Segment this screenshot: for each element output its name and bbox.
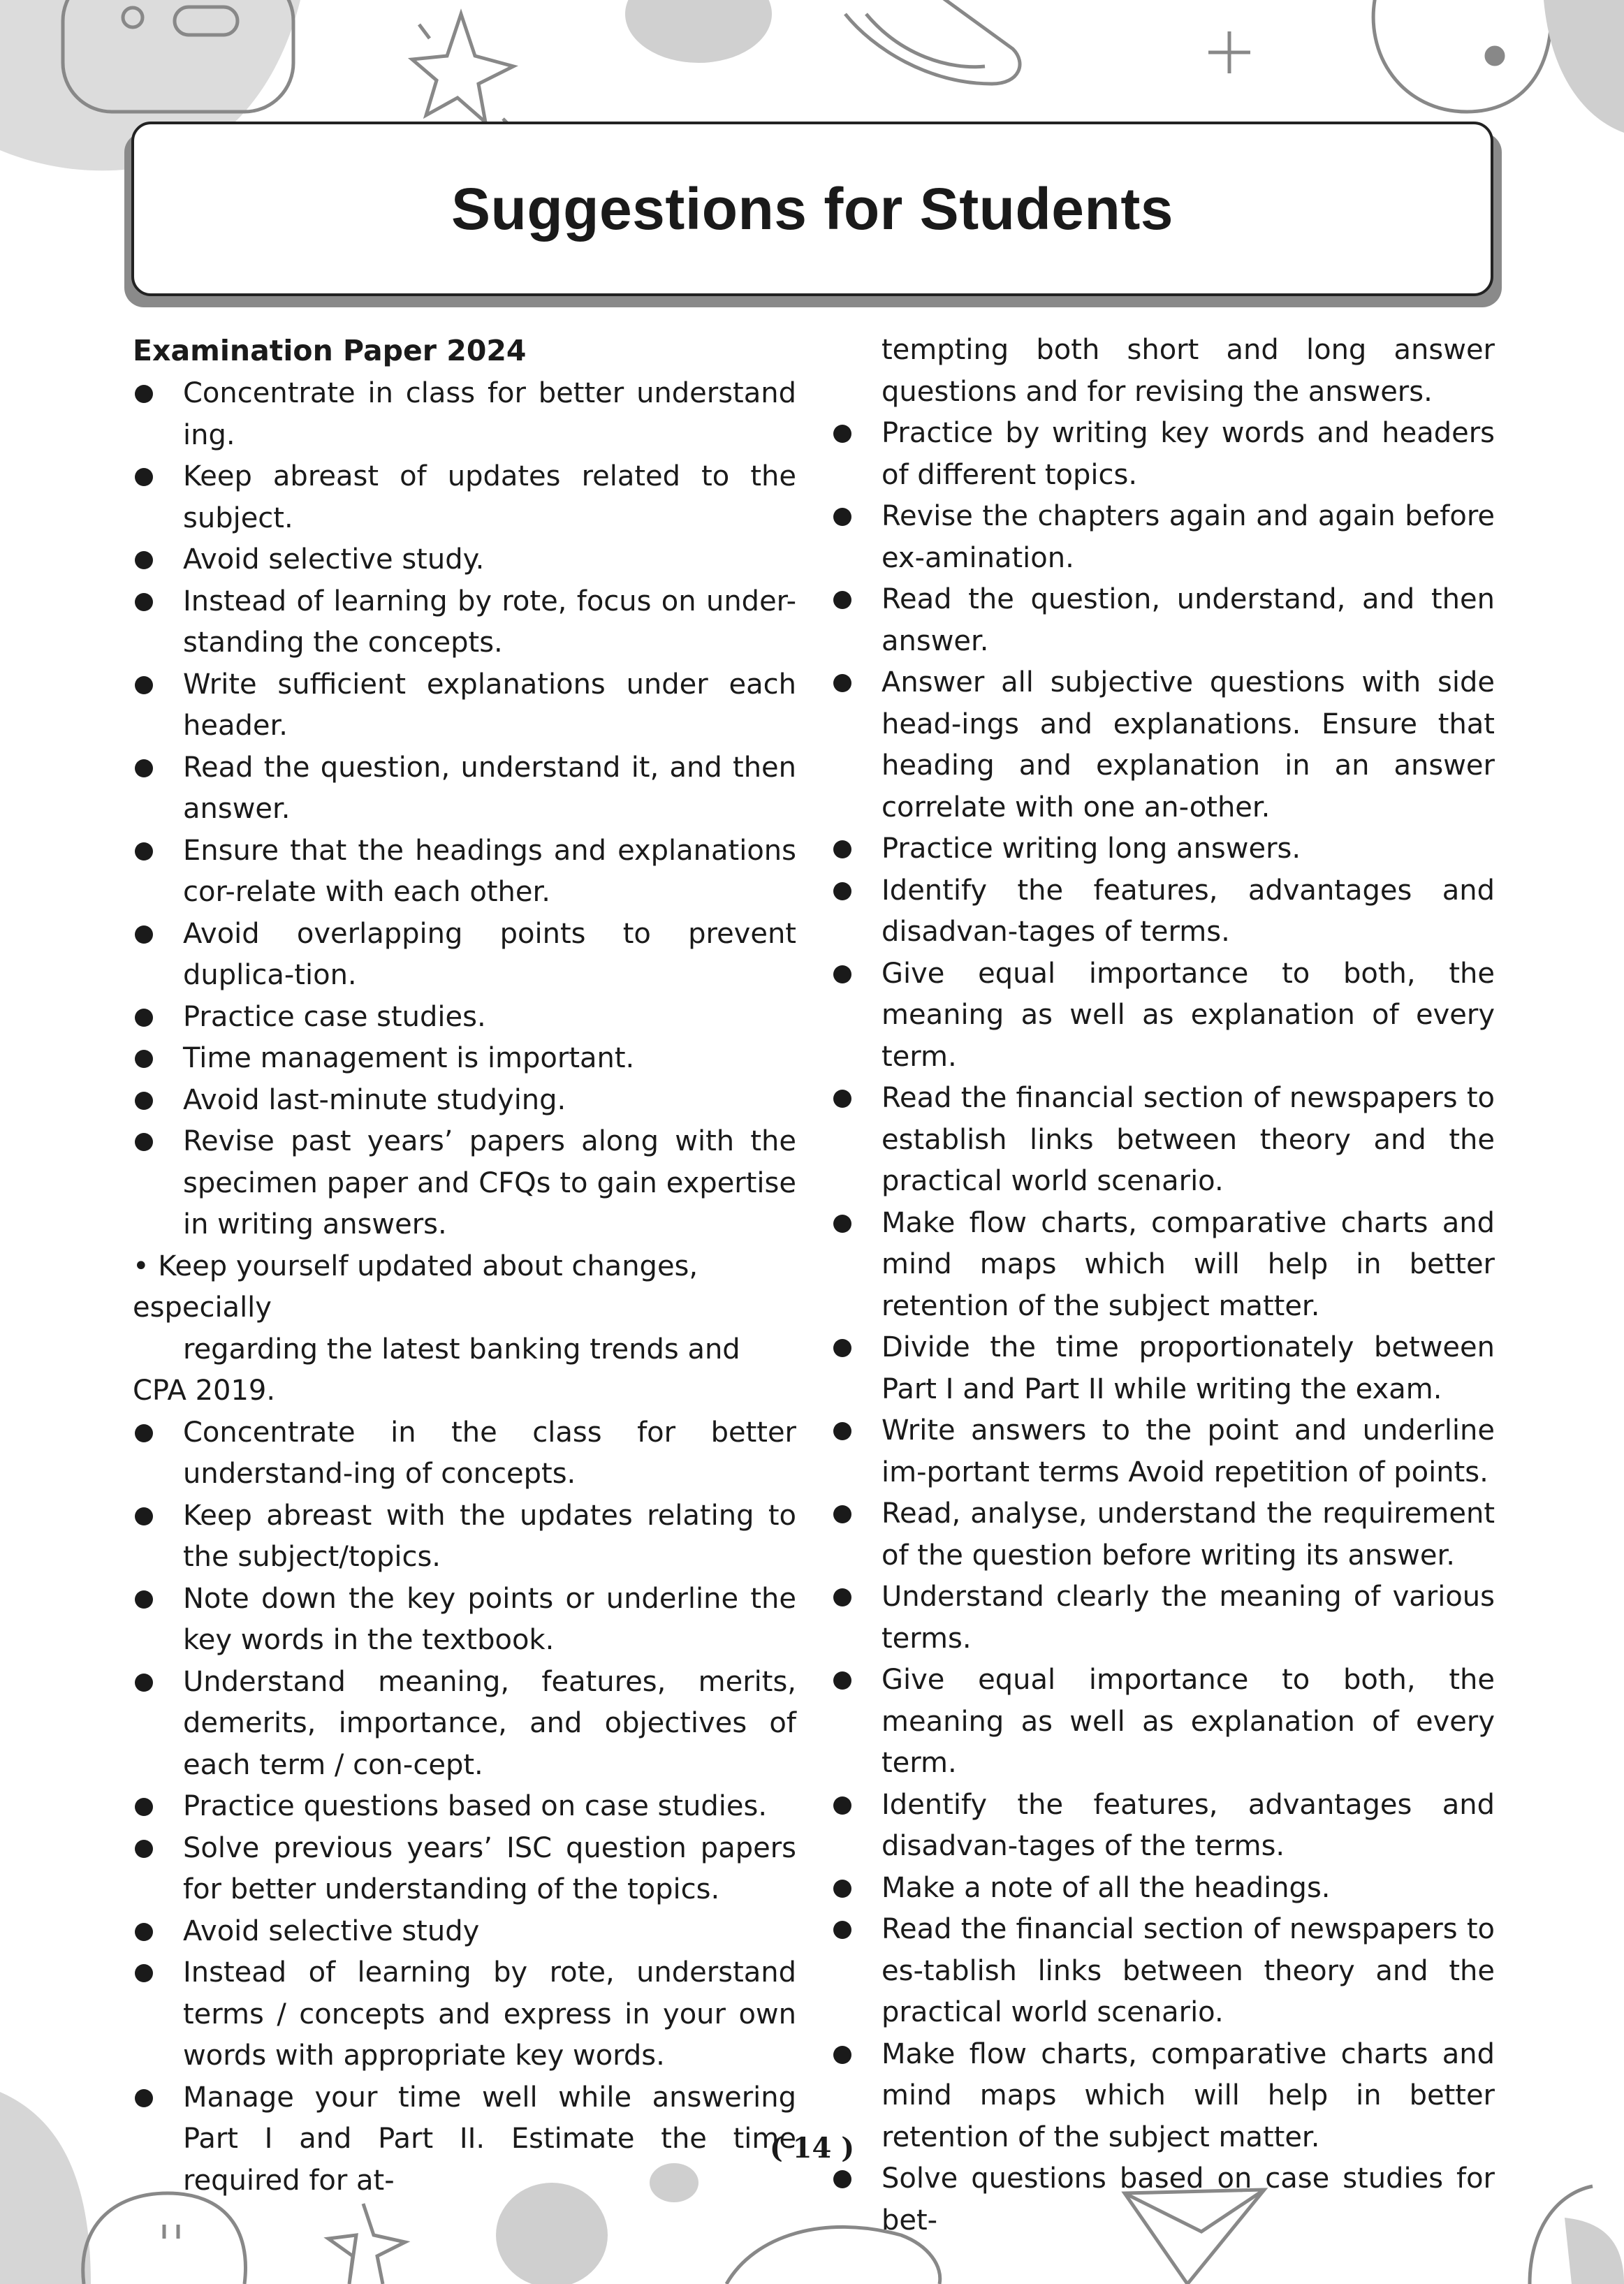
list-item: Practice questions based on case studies. [133, 1786, 796, 1828]
bullet-icon [135, 2089, 153, 2107]
left-column [133, 330, 796, 2202]
list-item: Note down the key points or underline the key words in the textbook. [133, 1579, 796, 1662]
bullet-icon [833, 2170, 851, 2188]
bullet-icon [135, 676, 153, 694]
top-right-blob [1544, 0, 1624, 133]
bottom-left-blob [0, 2092, 91, 2284]
bullet-icon [135, 385, 153, 403]
bullet-icon [135, 1009, 153, 1027]
bottom-right-robot-doodle [1530, 2186, 1593, 2284]
list-item: Revise past years’ papers along with the specimen paper and CFQs to gain expertise in writing answers. [133, 1121, 796, 1246]
bullet-icon [833, 1215, 851, 1233]
list-item: Practice writing long answers. [831, 828, 1495, 870]
list-item: Avoid last-minute studying. [133, 1080, 796, 1122]
list-item: Give equal importance to both, the meaning as well as explanation of every term. [831, 953, 1495, 1078]
bullet-icon [135, 551, 153, 569]
cpa-label: CPA 2019. [133, 1375, 276, 1407]
bullet-icon [135, 1798, 153, 1816]
small-bullet-continuation: regarding the latest banking trends and [183, 1333, 740, 1366]
bullet-icon [833, 1796, 851, 1815]
bullet-icon [135, 1050, 153, 1068]
bullet-icon [833, 1422, 851, 1440]
list-item: Solve previous years’ ISC question papers for better understanding of the topics. [133, 1828, 796, 1911]
list-item: Avoid selective study [133, 1911, 796, 1953]
bullet-icon [833, 591, 851, 609]
top-center-blob [625, 0, 772, 63]
bullet-icon [833, 2046, 851, 2064]
bullet-icon [833, 882, 851, 900]
list-item: Divide the time proportionately between Part I and Part II while writing the exam. [831, 1327, 1495, 1410]
bullet-icon [135, 925, 153, 944]
bottom-star-doodle [328, 2204, 405, 2284]
bullet-icon [135, 1507, 153, 1525]
list-item: Read the financial section of newspapers to es-tablish links between theory and the practical world scenario. [831, 1909, 1495, 2034]
bullet-icon [833, 1921, 851, 1939]
list-item: Concentrate in class for better understand ing. [133, 373, 796, 456]
list-item: Keep abreast with the updates relating to the subject/topics. [133, 1495, 796, 1579]
bullet-icon [135, 1840, 153, 1858]
page-number: ( 14 ) [769, 2132, 855, 2165]
continued-text: tempting both short and long answer questions and for revising the answers. [882, 334, 1495, 408]
title-box [131, 122, 1493, 296]
top-book-doodle [845, 0, 1020, 84]
list-item: Instead of learning by rote, focus on under-standing the concepts. [133, 581, 796, 664]
bullet-icon [135, 468, 153, 486]
page-title: Suggestions for Students [451, 175, 1174, 242]
small-bullet-line: • Keep yourself updated about changes, especially [133, 1250, 698, 1324]
bullet-icon [833, 1339, 851, 1357]
section-heading: Examination Paper 2024 [133, 334, 527, 367]
bottom-right-blob [1565, 2218, 1624, 2284]
list-item: Make a note of all the headings. [831, 1868, 1495, 1910]
list-item: Identify the features, advantages and disadvan-tages of terms. [831, 870, 1495, 953]
bullet-icon [833, 508, 851, 526]
bullet-icon [135, 1590, 153, 1609]
top-left-robot-doodle [63, 0, 293, 112]
list-item: Revise the chapters again and again before ex-amination. [831, 496, 1495, 579]
star-doodle [412, 14, 513, 129]
list-item: Make flow charts, comparative charts and mind maps which will help in better retention of the subject matter. [831, 2034, 1495, 2159]
list-item: Concentrate in the class for better understand-ing of concepts. [133, 1412, 796, 1495]
list-item: Keep abreast of updates related to the subject. [133, 456, 796, 539]
bottom-left-robot-doodle [83, 2193, 246, 2284]
bullet-icon [135, 1133, 153, 1151]
bullet-icon [135, 1923, 153, 1941]
bullet-icon [833, 840, 851, 858]
list-item: Instead of learning by rote, understand terms / concepts and express in your own words with appropriate key words. [133, 1952, 796, 2077]
list-item: Manage your time well while answering Part I and Part II. Estimate the time required for at- [133, 2077, 796, 2202]
right-column [831, 330, 1495, 2241]
list-item: Understand clearly the meaning of various terms. [831, 1576, 1495, 1660]
list-item: Read the financial section of newspapers to establish links between theory and the practical world scenario. [831, 1078, 1495, 1203]
list-item: Read the question, understand, and then answer. [831, 579, 1495, 662]
bullet-icon [833, 1671, 851, 1690]
plus-doodle [1208, 31, 1250, 73]
list-item: Practice case studies. [133, 997, 796, 1039]
bullet-icon [833, 1090, 851, 1108]
list-item: Write sufficient explanations under each header. [133, 664, 796, 747]
bullet-icon [135, 1424, 153, 1442]
bullet-icon [135, 842, 153, 861]
bullet-icon [833, 674, 851, 692]
list-item: Understand meaning, features, merits, demerits, importance, and objectives of each term / con-cept. [133, 1662, 796, 1787]
list-item: Read, analyse, understand the requirement of the question before writing its answer. [831, 1493, 1495, 1576]
list-item: Ensure that the headings and explanations cor-relate with each other. [133, 830, 796, 914]
bullet-icon [135, 593, 153, 611]
list-item: Read the question, understand it, and then answer. [133, 747, 796, 830]
list-item: Make flow charts, comparative charts and mind maps which will help in better retention of the subject matter. [831, 1203, 1495, 1328]
bullet-icon [833, 1588, 851, 1606]
list-item: Answer all subjective questions with side head-ings and explanations. Ensure that heading and explanation in an answer correlate with one an-other. [831, 662, 1495, 828]
list-item: Write answers to the point and underline im-portant terms Avoid repetition of points. [831, 1410, 1495, 1493]
bullet-icon [833, 1880, 851, 1898]
top-right-clock-doodle [1373, 0, 1551, 112]
list-item: Time management is important. [133, 1038, 796, 1080]
list-item: Identify the features, advantages and disadvan-tages of the terms. [831, 1785, 1495, 1868]
list-item: Solve questions based on case studies for bet- [831, 2158, 1495, 2241]
bullet-icon [833, 425, 851, 443]
bullet-icon [135, 1964, 153, 1982]
list-item: Avoid selective study. [133, 539, 796, 581]
bullet-icon [833, 965, 851, 983]
bullet-icon [135, 759, 153, 777]
bullet-icon [135, 1674, 153, 1692]
bullet-icon [833, 1505, 851, 1523]
list-item: Avoid overlapping points to prevent duplica-tion. [133, 914, 796, 997]
list-item: Give equal importance to both, the meaning as well as explanation of every term. [831, 1660, 1495, 1785]
bullet-icon [135, 1092, 153, 1110]
list-item: Practice by writing key words and headers of different topics. [831, 413, 1495, 496]
